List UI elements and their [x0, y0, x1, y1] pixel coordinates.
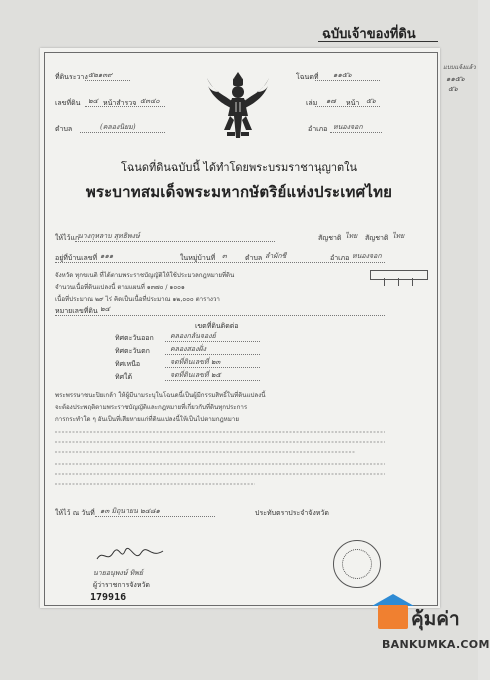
boundary-east-value: จดที่ดินเลขที่ ๒๓ [170, 358, 221, 366]
boundary-south-dotline [165, 354, 260, 355]
nationality-label: สัญชาติ [318, 234, 342, 242]
moo-label: ในหมู่บ้านที่ [180, 254, 216, 262]
map-reference-grid [370, 270, 428, 280]
boundary-west-label: ทิศใต้ [115, 373, 133, 381]
area-value: ๒๔ [100, 305, 110, 313]
deed-value: ๑๑๕๖ [333, 71, 352, 79]
date-value: ๑๓ มิถุนายน ๒๔๘๑ [100, 507, 160, 515]
grant-label: ให้ไว้แก่ [55, 234, 80, 242]
boundary-south-label: ทิศตะวันตก [115, 347, 150, 355]
area-dotline [55, 315, 385, 316]
date-dotline [95, 516, 215, 517]
official-stamp-icon [333, 540, 381, 588]
amphoe-dotline [330, 132, 382, 133]
survey-dotline [85, 80, 130, 81]
address-amphoe-value: หนองจอก [352, 252, 382, 260]
tambon-label: ตำบล [245, 254, 263, 262]
survey-value: ๕๒๑๓๙ [88, 71, 113, 79]
copy-label-underline [318, 41, 438, 42]
page-label: หน้า [346, 99, 360, 107]
race-value: ไทย [392, 232, 405, 240]
house-value: ๑๑๑ [100, 252, 114, 260]
body-line-3: เนื้อที่ประมาณ ๒๙ ไร่ คิดเป็นเนื้อที่ประมาณ ๑๒,๐๐๐ ตารางวา [55, 296, 220, 303]
margin-note-2: ๑๑๕๖ [446, 75, 465, 83]
copy-label: ฉบับเจ้าของที่ดิน [322, 27, 416, 42]
body-line-1: จังหวัด ทุกขเนติ ที่ได้ตามพระราชบัญญัติให้ใช้ประมวลกฎหมายที่ดิน [55, 272, 235, 279]
boundary-south-value: คลองสองฝั่ง [170, 345, 207, 353]
district-dotline [80, 132, 165, 133]
deed-title-line-1: โฉนดที่ดินฉบับนี้ ได้ทำโดยพระบรมราชานุญาตใน [120, 161, 358, 174]
address-amphoe-label: อำเภอ [330, 254, 350, 262]
margin-note-3: ๕๖ [448, 85, 458, 93]
boundary-west-value: จดที่ดินเลขที่ ๒๕ [170, 371, 221, 379]
body-text-lines [55, 428, 385, 498]
deed-dotline [315, 80, 380, 81]
signature-scribble-icon [95, 545, 165, 565]
book-value: ๑๗ [326, 97, 336, 105]
area-label: หมายเลขที่ดิน [55, 307, 98, 315]
page-value: ๕๖ [366, 97, 376, 105]
district-label: ตำบล [55, 125, 73, 133]
address-dotline [55, 262, 385, 263]
boundary-east-label: ทิศเหนือ [115, 360, 141, 368]
district-value: (คลองนิยม) [100, 123, 136, 131]
garuda-emblem-icon [205, 68, 271, 148]
tambon-value: ลำผักชี [265, 252, 287, 260]
condition-line-2: จะต้องประพฤติตามพระราชบัญญัติและกฎหมายที่เกี่ยวกับที่ดินทุกประการ [55, 404, 248, 411]
owner-dotline [75, 241, 275, 242]
parcel-dotline [85, 106, 165, 107]
boundary-north-value: คลองกลันจองย์ [170, 332, 216, 340]
parcel-no-value: ๒๔ [88, 97, 98, 105]
body-line-2: จำนวนเนื้อที่ดินแปลงนี้ ตามแผนที่ ๑๓๗๐ / ๑๐๐๑ [55, 284, 185, 291]
signature-name: นายอนุพงษ์ ทิพย์ [93, 569, 144, 577]
nationality-value: ไทย [345, 232, 358, 240]
book-label: เล่ม [306, 99, 318, 107]
date-label: ให้ไว้ ณ วันที่ [55, 509, 95, 517]
page-survey-label: หน้าสำรวจ [103, 99, 137, 107]
official-label: ประทับตราประจำจังหวัด [255, 509, 329, 517]
deed-title-line-2: พระบาทสมเด็จพระมหากษัตริย์แห่งประเทศไทย [85, 183, 393, 201]
house-label: อยู่ที่บ้านเลขที่ [55, 254, 98, 262]
official-title: ผู้ว่าราชการจังหวัด [93, 581, 150, 589]
deed-label: โฉนดที่ [296, 73, 319, 81]
owner-name: นางกุหลาบ สุทธิพงษ์ [78, 232, 140, 240]
book-dotline [315, 106, 380, 107]
boundary-heading: เขตที่ดินติดต่อ [195, 322, 239, 330]
boundary-west-dotline [165, 380, 260, 381]
survey-label: ที่ดินระวาง [55, 73, 88, 81]
boundary-north-label: ทิศตะวันออก [115, 334, 154, 342]
page-survey-value: ๕๓๔๐ [140, 97, 160, 105]
moo-value: ๓ [222, 252, 227, 260]
condition-line-3: การกระทำใด ๆ อันเป็นที่เสียหายแก่ที่ดินแปลงนี้ให้เป็นไปตามกฎหมาย [55, 416, 239, 423]
race-label: สัญชาติ [365, 234, 389, 242]
serial-number: 179916 [90, 592, 127, 603]
condition-line-1: พระพรรษาชนะปิยเกล้า ให้ผู้มีนามระบุในโฉนดนี้เป็นผู้มีกรรมสิทธิ์ในที่ดินแปลงนี้ [55, 392, 266, 399]
amphoe-value: หนองจอก [333, 123, 363, 131]
amphoe-label: อำเภอ [308, 125, 328, 133]
boundary-north-dotline [165, 341, 260, 342]
boundary-east-dotline [165, 367, 260, 368]
logo-brand: คุ้มค่า [411, 608, 460, 630]
margin-note-1: แบบแจ้งแล้ว [443, 64, 476, 71]
logo-house-icon [378, 605, 408, 629]
parcel-no-label: เลขที่ดิน [55, 99, 81, 107]
logo-site: BANKUMKA.COM [382, 638, 490, 651]
